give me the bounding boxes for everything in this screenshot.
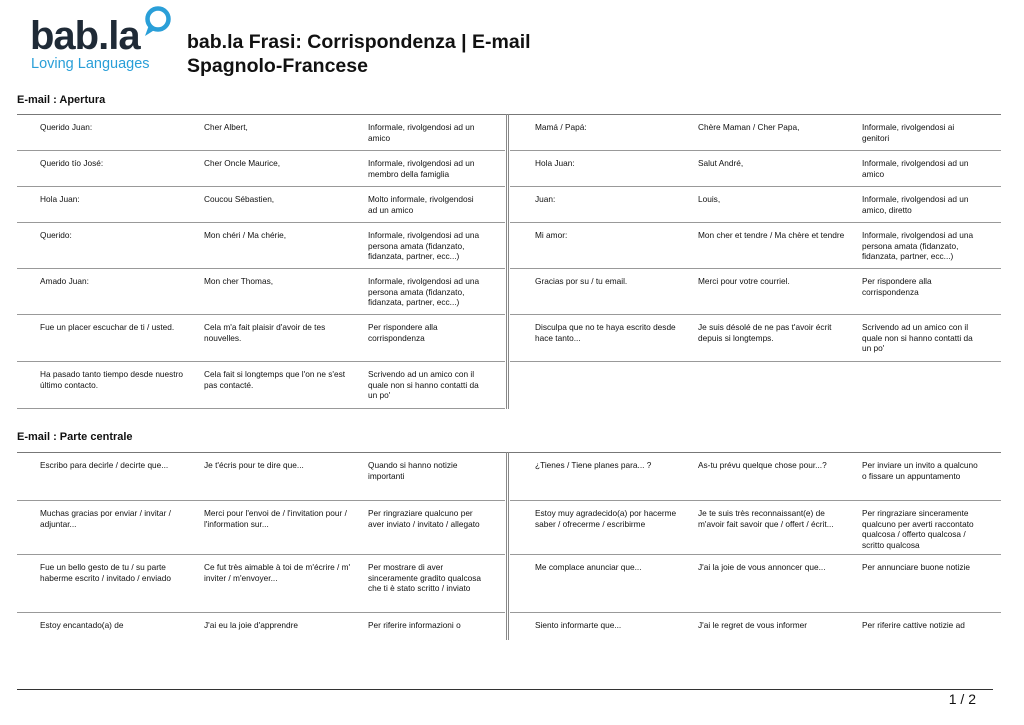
logo-tagline: Loving Languages: [31, 56, 150, 72]
phrase-cell: Informale, rivolgendosi ad un membro della famiglia: [368, 158, 475, 179]
phrase-cell: Je suis désolé de ne pas t'avoir écrit depuis si longtemps.: [698, 322, 832, 343]
title-line-2: Spagnolo-Francese: [187, 55, 368, 77]
phrase-cell: Je t'écris pour te dire que...: [204, 460, 304, 470]
phrase-cell: Je te suis très reconnaissant(e) de m'avoir fait savoir que / offert / écrit...: [698, 508, 834, 529]
section-heading: E-mail : Apertura: [17, 94, 106, 106]
section-top-rule: [17, 452, 1001, 453]
page-title: [187, 30, 531, 78]
phrase-cell: Querido Juan:: [40, 122, 93, 132]
phrase-cell: Chère Maman / Cher Papa,: [698, 122, 800, 132]
phrase-cell: J'ai eu la joie d'apprendre: [204, 620, 299, 630]
phrase-cell: Mamá / Papá:: [535, 122, 587, 132]
phrase-cell: Cher Albert,: [204, 122, 248, 132]
phrase-cell: Gracias por su / tu email.: [535, 276, 628, 286]
phrase-cell: ¿Tienes / Tiene planes para... ?: [535, 460, 652, 470]
phrase-cell: Informale, rivolgendosi ad una persona amata (fidanzato, fidanzata, partner, ecc...): [368, 230, 480, 262]
title-line-1: bab.la Frasi: Corrispondenza | E-mail: [187, 31, 531, 53]
row-divider: [510, 150, 1001, 151]
page-number: 1 / 2: [948, 691, 976, 707]
phrase-cell: Juan:: [535, 194, 556, 204]
phrase-cell: Coucou Sébastien,: [204, 194, 275, 204]
phrase-cell: Mi amor:: [535, 230, 568, 240]
phrase-cell: Mon cher et tendre / Ma chère et tendre: [698, 230, 845, 240]
phrase-cell: Informale, rivolgendosi ad un amico: [368, 122, 475, 143]
phrase-cell: Muchas gracias por enviar / invitar / adjuntar...: [40, 508, 171, 529]
section-top-rule: [17, 114, 1001, 115]
phrase-cell: Fue un placer escuchar de ti / usted.: [40, 322, 175, 332]
phrase-cell: Hola Juan:: [40, 194, 80, 204]
phrase-cell: J'ai le regret de vous informer: [698, 620, 808, 630]
phrase-cell: Cher Oncle Maurice,: [204, 158, 281, 168]
phrase-cell: Per mostrare di aver sinceramente gradito qualcosa che ti è stato scritto / inviato: [368, 562, 481, 594]
row-divider: [17, 314, 505, 315]
footer-divider: [17, 689, 993, 690]
row-divider: [17, 612, 505, 613]
phrase-cell: Per riferire cattive notizie ad: [862, 620, 965, 630]
column-divider: [506, 114, 509, 409]
section-heading: E-mail : Parte centrale: [17, 431, 133, 443]
phrase-cell: Siento informarte que...: [535, 620, 622, 630]
row-divider: [17, 554, 505, 555]
phrase-cell: Salut André,: [698, 158, 744, 168]
row-divider: [510, 222, 1001, 223]
phrase-cell: Disculpa que no te haya escrito desde hace tanto...: [535, 322, 676, 343]
phrase-cell: Molto informale, rivolgendosi ad un amico: [368, 194, 474, 215]
phrase-cell: Cela fait si longtemps que l'on ne s'est pas contacté.: [204, 369, 346, 390]
phrase-cell: J'ai la joie de vous annoncer que...: [698, 562, 826, 572]
logo-wordmark: bab.la: [30, 14, 140, 58]
phrase-cell: Escribo para decirle / decirte que...: [40, 460, 169, 470]
phrase-cell: Informale, rivolgendosi ai genitori: [862, 122, 955, 143]
row-divider: [510, 554, 1001, 555]
row-divider: [17, 150, 505, 151]
phrase-cell: Per riferire informazioni o: [368, 620, 461, 630]
phrase-cell: Louis,: [698, 194, 721, 204]
phrase-cell: As-tu prévu quelque chose pour...?: [698, 460, 827, 470]
phrase-cell: Per annunciare buone notizie: [862, 562, 970, 572]
row-divider: [17, 500, 505, 501]
phrase-cell: Informale, rivolgendosi ad un amico: [862, 158, 969, 179]
phrase-cell: Scrivendo ad un amico con il quale non si hanno contatti da un po': [368, 369, 479, 401]
row-divider: [17, 268, 505, 269]
row-divider: [510, 612, 1001, 613]
row-divider: [17, 361, 505, 362]
phrase-cell: Per rispondere alla corrispondenza: [368, 322, 438, 343]
phrase-cell: Quando si hanno notizie importanti: [368, 460, 458, 481]
phrase-cell: Cela m'a fait plaisir d'avoir de tes nouvelles.: [204, 322, 326, 343]
phrase-cell: Mon chéri / Ma chérie,: [204, 230, 287, 240]
phrase-cell: Informale, rivolgendosi ad una persona amata (fidanzato, fidanzata, partner, ecc...): [368, 276, 480, 308]
row-divider: [510, 314, 1001, 315]
phrase-cell: Per inviare un invito a qualcuno o fissare un appuntamento: [862, 460, 978, 481]
phrase-cell: Fue un bello gesto de tu / su parte haberme escrito / invitado / enviado: [40, 562, 171, 583]
row-divider: [510, 268, 1001, 269]
row-divider: [510, 361, 1001, 362]
row-divider: [17, 186, 505, 187]
row-divider: [17, 408, 505, 409]
phrase-cell: Ha pasado tanto tiempo desde nuestro último contacto.: [40, 369, 183, 390]
phrase-cell: Informale, rivolgendosi ad un amico, diretto: [862, 194, 969, 215]
phrase-cell: Amado Juan:: [40, 276, 89, 286]
babla-logo[interactable]: [30, 6, 180, 76]
phrase-cell: Estoy muy agradecido(a) por hacerme saber / ofrecerme / escribirme: [535, 508, 677, 529]
row-divider: [17, 222, 505, 223]
row-divider: [510, 500, 1001, 501]
phrase-cell: Hola Juan:: [535, 158, 575, 168]
phrase-cell: Ce fut très aimable à toi de m'écrire / m' inviter / m'envoyer...: [204, 562, 351, 583]
phrase-cell: Per ringraziare sinceramente qualcuno per averti raccontato qualcosa / offerto qualcosa / scritto qualcosa: [862, 508, 974, 550]
phrase-cell: Per rispondere alla corrispondenza: [862, 276, 932, 297]
phrase-cell: Merci pour l'envoi de / l'invitation pour / l'information sur...: [204, 508, 347, 529]
phrase-cell: Querido:: [40, 230, 72, 240]
speech-bubble-icon: [143, 6, 173, 42]
phrase-cell: Mon cher Thomas,: [204, 276, 274, 286]
phrase-cell: Informale, rivolgendosi ad una persona amata (fidanzato, fidanzata, partner, ecc...): [862, 230, 974, 262]
column-divider: [506, 452, 509, 640]
phrase-cell: Per ringraziare qualcuno per aver inviato / invitato / allegato: [368, 508, 480, 529]
row-divider: [510, 186, 1001, 187]
phrase-cell: Merci pour votre courriel.: [698, 276, 790, 286]
phrase-cell: Me complace anunciar que...: [535, 562, 642, 572]
phrase-cell: Querido tío José:: [40, 158, 104, 168]
phrase-cell: Scrivendo ad un amico con il quale non si hanno contatti da un po': [862, 322, 973, 354]
phrase-cell: Estoy encantado(a) de: [40, 620, 124, 630]
